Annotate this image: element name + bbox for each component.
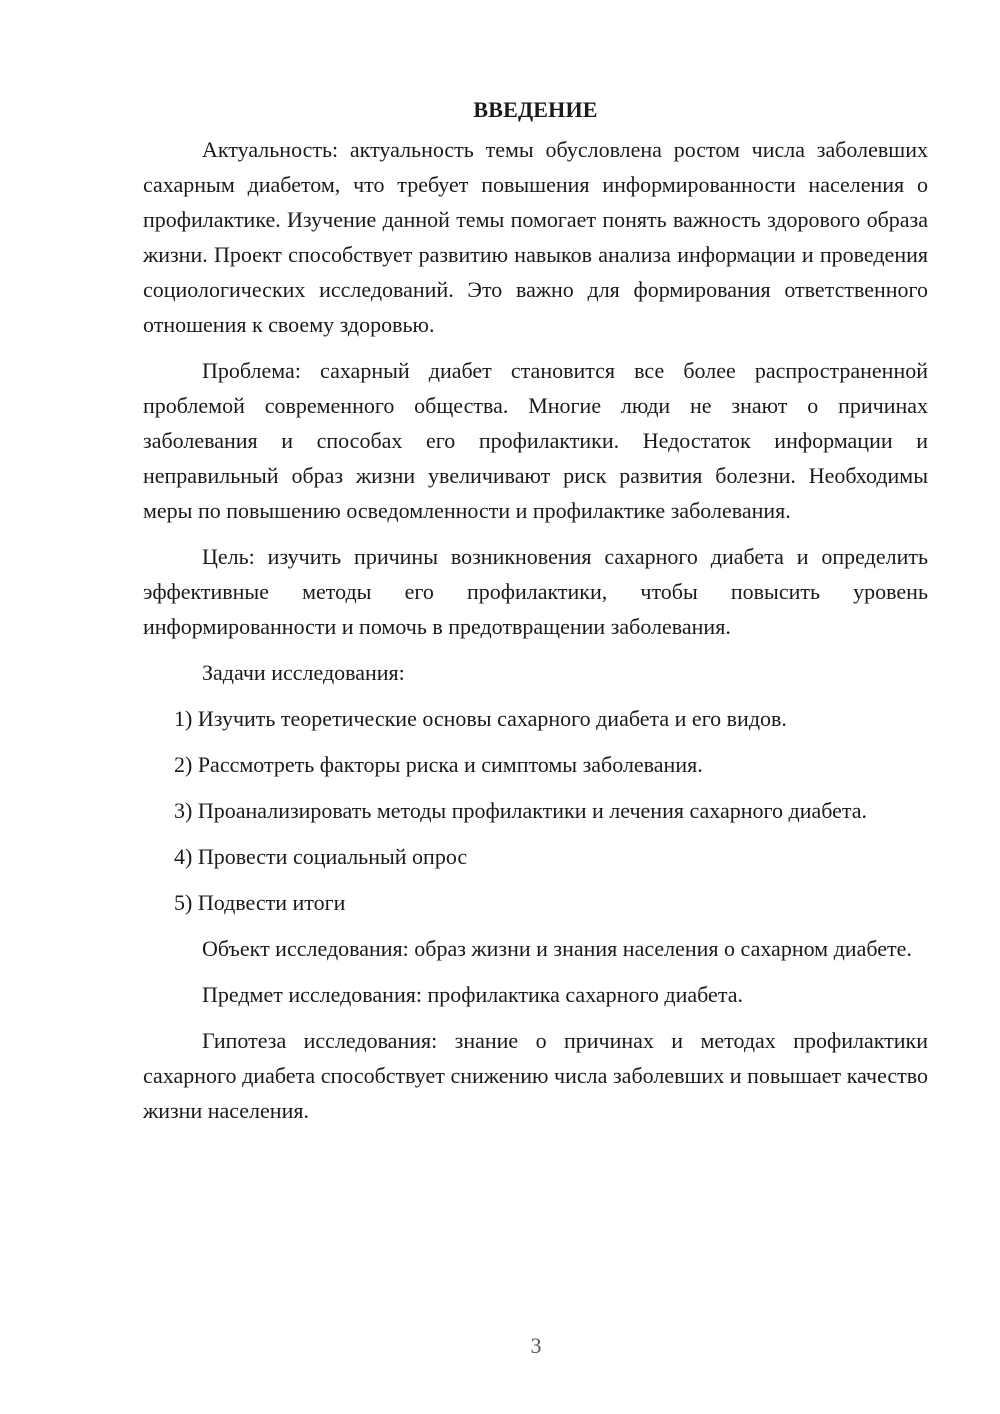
task-item-5: 5) Подвести итоги (174, 890, 346, 915)
tasks-title: Задачи исследования: (202, 660, 405, 685)
section-heading: ВВЕДЕНИЕ (473, 97, 598, 122)
document-page (143, 92, 928, 1139)
subject-paragraph: Предмет исследования: профилактика сахарного диабета. (202, 982, 743, 1007)
task-item-1: 1) Изучить теоретические основы сахарного диабета и его видов. (174, 706, 787, 731)
hypothesis-paragraph: Гипотеза исследования: знание о причинах и методах профилактики сахарного диабета способствует снижению числа заболевших и повышает качество жизни населения. (143, 1028, 928, 1123)
task-item-4: 4) Провести социальный опрос (174, 844, 468, 869)
task-item-2: 2) Рассмотреть факторы риска и симптомы заболевания. (174, 752, 703, 777)
relevance-paragraph: Актуальность: актуальность темы обусловлена ростом числа заболевших сахарным диабетом, что требует повышения информированности населения о профилактике. Изучение данной темы помогает понять важность здорового образа жизни. Проект способствует развитию навыков анализа информации и проведения социологических исследований. Это важно для формирования ответственного отношения к своему здоровью. (143, 137, 928, 337)
task-item-3: 3) Проанализировать методы профилактики и лечения сахарного диабета. (174, 798, 868, 823)
goal-paragraph: Цель: изучить причины возникновения сахарного диабета и определить эффективные методы его профилактики, чтобы повысить уровень информированности и помочь в предотвращении заболевания. (143, 544, 928, 639)
problem-paragraph: Проблема: сахарный диабет становится все более распространенной проблемой современного общества. Многие люди не знают о причинах заболевания и способах его профилактики. Недостаток информации и неправильный образ жизни увеличивают риск развития болезни. Необходимы меры по повышению осведомленности и профилактике заболевания. (143, 358, 928, 523)
object-paragraph: Объект исследования: образ жизни и знания населения о сахарном диабете. (202, 936, 912, 961)
page-number: 3 (530, 1333, 542, 1358)
